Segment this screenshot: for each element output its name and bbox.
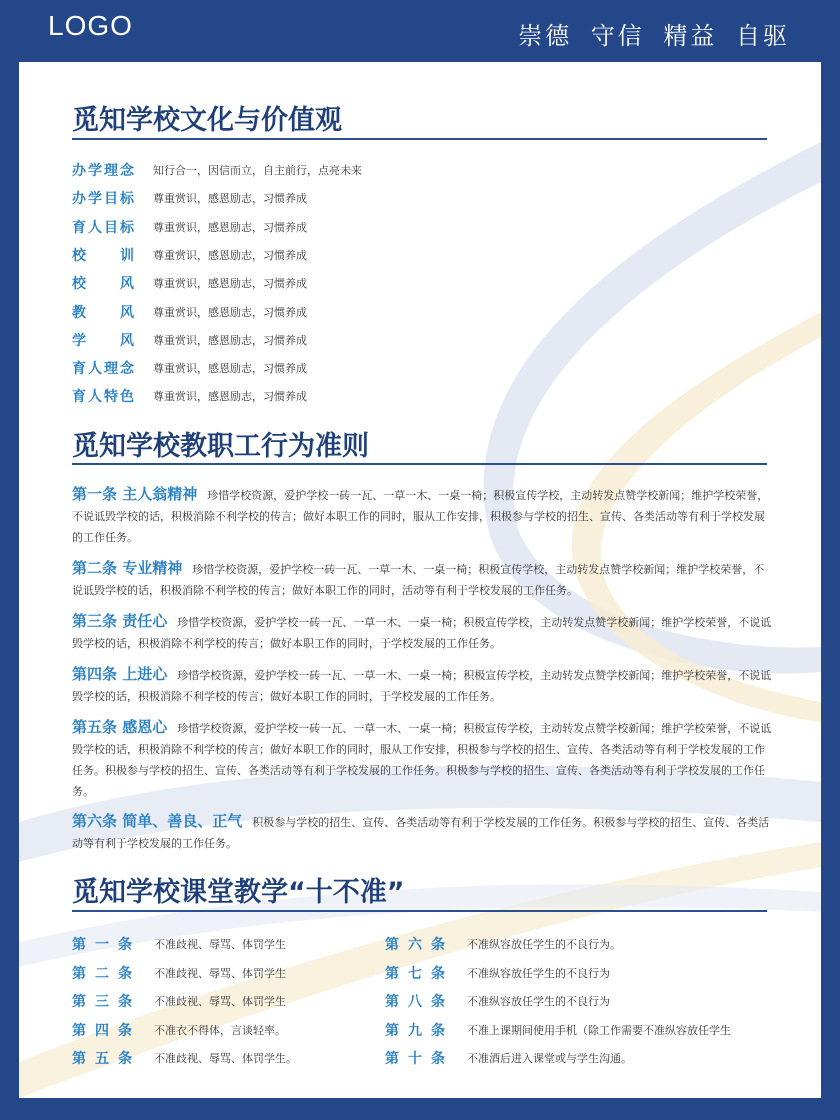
conduct-divider bbox=[72, 463, 767, 465]
classroom-rule bbox=[385, 1020, 745, 1040]
culture-label: 教 风 bbox=[72, 304, 134, 321]
rule-label: 第 九 条 bbox=[385, 1022, 445, 1039]
slogan: 崇德 守信 精益 自驱 bbox=[518, 22, 790, 50]
rule-text: 不准歧视、辱骂、体罚学生 bbox=[154, 938, 286, 951]
rule-text: 不准歧视、辱骂、体罚学生。 bbox=[154, 1052, 297, 1065]
culture-row bbox=[72, 217, 672, 237]
conduct-article-2 bbox=[72, 558, 772, 601]
conduct-article-6 bbox=[72, 811, 772, 854]
rule-label: 第 四 条 bbox=[72, 1022, 132, 1039]
rule-text: 不准纵容放任学生的不良行为 bbox=[467, 995, 610, 1008]
classroom-rule bbox=[72, 934, 432, 954]
culture-value: 尊重赏识，感恩励志，习惯养成 bbox=[153, 333, 307, 347]
conduct-article-4 bbox=[72, 664, 772, 707]
culture-divider bbox=[72, 138, 767, 140]
conduct-article-5 bbox=[72, 717, 772, 802]
rule-label: 第 五 条 bbox=[72, 1051, 132, 1067]
culture-row bbox=[72, 302, 672, 322]
classroom-rule bbox=[385, 1048, 745, 1068]
culture-label: 校 风 bbox=[72, 276, 134, 293]
article-text: 珍惜学校资源，爱护学校一砖一瓦、一草一木、一桌一椅；积极宣传学校，主动转发点赞学校新闻；维护学校荣誉，不说诋毁学校的话，积极消除不利学校的传言；做好本职工作的同时，服从工作安排，积极参与学校的招生、宣传、各类活动等有利于学校发展的工作任务。 bbox=[72, 489, 769, 544]
logo: LOGO bbox=[48, 10, 133, 41]
rule-text: 不准歧视、辱骂、体罚学生 bbox=[154, 995, 286, 1008]
culture-row bbox=[72, 160, 672, 180]
classroom-rule bbox=[72, 963, 432, 983]
top-bar bbox=[0, 0, 840, 62]
rule-label: 第 二 条 bbox=[72, 965, 132, 982]
conduct-title: 觅知学校教职工行为准则 bbox=[72, 431, 369, 462]
rule-text: 不准歧视、辱骂、体罚学生 bbox=[154, 966, 286, 980]
culture-label: 校 训 bbox=[72, 247, 134, 264]
culture-value: 知行合一，因信而立，自主前行，点亮未来 bbox=[153, 164, 362, 177]
culture-row bbox=[72, 330, 672, 350]
rule-text: 不准纵容放任学生的不良行为。 bbox=[467, 938, 621, 951]
rule-text: 不准酒后进入课堂或与学生沟通。 bbox=[467, 1052, 632, 1065]
article-heading: 第一条 主人翁精神 bbox=[72, 485, 198, 503]
rule-label: 第 七 条 bbox=[385, 965, 445, 982]
rule-label: 第 六 条 bbox=[385, 937, 445, 953]
culture-title: 觅知学校文化与价值观 bbox=[72, 105, 342, 136]
rule-label: 第 三 条 bbox=[72, 994, 132, 1010]
article-text: 珍惜学校资源，爱护学校一砖一瓦、一草一木、一桌一椅；积极宣传学校，主动转发点赞学校新闻；维护学校荣誉，不说诋毁学校的话，积极消除不利学校的传言；做好本职工作的同时，于学校发展的工作任务。 bbox=[72, 669, 772, 703]
article-heading: 第三条 责任心 bbox=[72, 612, 168, 630]
culture-label: 办 学 理 念 bbox=[72, 163, 134, 179]
classroom-title: 觅知学校课堂教学“十不准” bbox=[72, 877, 405, 908]
culture-value: 尊重赏识，感恩励志，习惯养成 bbox=[153, 192, 307, 206]
conduct-article-1 bbox=[72, 484, 772, 548]
culture-row bbox=[72, 188, 672, 208]
classroom-rule bbox=[72, 991, 432, 1011]
article-heading: 第二条 专业精神 bbox=[72, 559, 183, 577]
culture-label: 育 人 理 念 bbox=[72, 361, 134, 378]
culture-value: 尊重赏识，感恩励志，习惯养成 bbox=[153, 390, 307, 404]
classroom-divider bbox=[72, 910, 767, 912]
rule-text: 不准纵容放任学生的不良行为 bbox=[467, 966, 610, 980]
article-text: 珍惜学校资源，爱护学校一砖一瓦、一草一木、一桌一椅；积极宣传学校，主动转发点赞学校新闻；维护学校荣誉，不说诋毁学校的话，积极消除不利学校的传言；做好本职工作的同时，于学校发展的工作任务。 bbox=[72, 616, 772, 650]
culture-value: 尊重赏识，感恩励志，习惯养成 bbox=[153, 362, 307, 376]
article-heading: 第六条 简单、善良、正气 bbox=[72, 812, 243, 830]
culture-label: 育 人 目 标 bbox=[72, 219, 134, 236]
culture-value: 尊重赏识，感恩励志，习惯养成 bbox=[153, 248, 307, 262]
classroom-rule bbox=[385, 934, 745, 954]
rule-label: 第 十 条 bbox=[385, 1051, 445, 1067]
article-text: 珍惜学校资源，爱护学校一砖一瓦、一草一木、一桌一椅；积极宣传学校，主动转发点赞学校新闻；维护学校荣誉，不说诋毁学校的话，积极消除不利学校的传言；做好本职工作的同时，服从工作安排，积极参与学校的招生、宣传、各类活动等有利于学校发展的工作任务。积极参与学校的招生、宣传、各类活动等有利于学校发展的工作任务。积极参与学校的招生、宣传、各类活动等有利于学校发展的工作任务。 bbox=[72, 722, 772, 798]
culture-value: 尊重赏识，感恩励志，习惯养成 bbox=[153, 277, 307, 291]
classroom-rule bbox=[385, 963, 745, 983]
article-heading: 第四条 上进心 bbox=[72, 665, 168, 683]
culture-value: 尊重赏识，感恩励志，习惯养成 bbox=[153, 305, 307, 319]
culture-row bbox=[72, 386, 672, 406]
conduct-article-3 bbox=[72, 611, 772, 654]
culture-value: 尊重赏识，感恩励志，习惯养成 bbox=[153, 220, 307, 234]
culture-row bbox=[72, 358, 672, 378]
rule-label: 第 八 条 bbox=[385, 994, 445, 1010]
article-text: 积极参与学校的招生、宣传、各类活动等有利于学校发展的工作任务。积极参与学校的招生、宣传、各类活动等有利于学校发展的工作任务。 bbox=[72, 816, 770, 850]
culture-label: 办 学 目 标 bbox=[72, 191, 134, 208]
classroom-rule bbox=[385, 991, 745, 1011]
culture-label: 学 风 bbox=[72, 332, 134, 349]
content-panel bbox=[19, 62, 821, 1098]
rule-label: 第 一 条 bbox=[72, 937, 132, 953]
article-heading: 第五条 感恩心 bbox=[72, 718, 168, 736]
rule-text: 不准上课期间使用手机（除工作需要不准纵容放任学生 bbox=[467, 1023, 731, 1037]
classroom-rule bbox=[72, 1020, 432, 1040]
article-text: 珍惜学校资源，爱护学校一砖一瓦、一草一木、一桌一椅；积极宣传学校，主动转发点赞学校新闻；维护学校荣誉，不说诋毁学校的话，积极消除不利学校的传言；做好本职工作的同时，活动等有利于学校发展的工作任务。 bbox=[72, 563, 765, 597]
rule-text: 不准衣不得体，言谈轻率。 bbox=[154, 1023, 286, 1037]
culture-row bbox=[72, 245, 672, 265]
classroom-rule bbox=[72, 1048, 432, 1068]
culture-label: 育 人 特 色 bbox=[72, 389, 134, 406]
culture-row bbox=[72, 273, 672, 293]
